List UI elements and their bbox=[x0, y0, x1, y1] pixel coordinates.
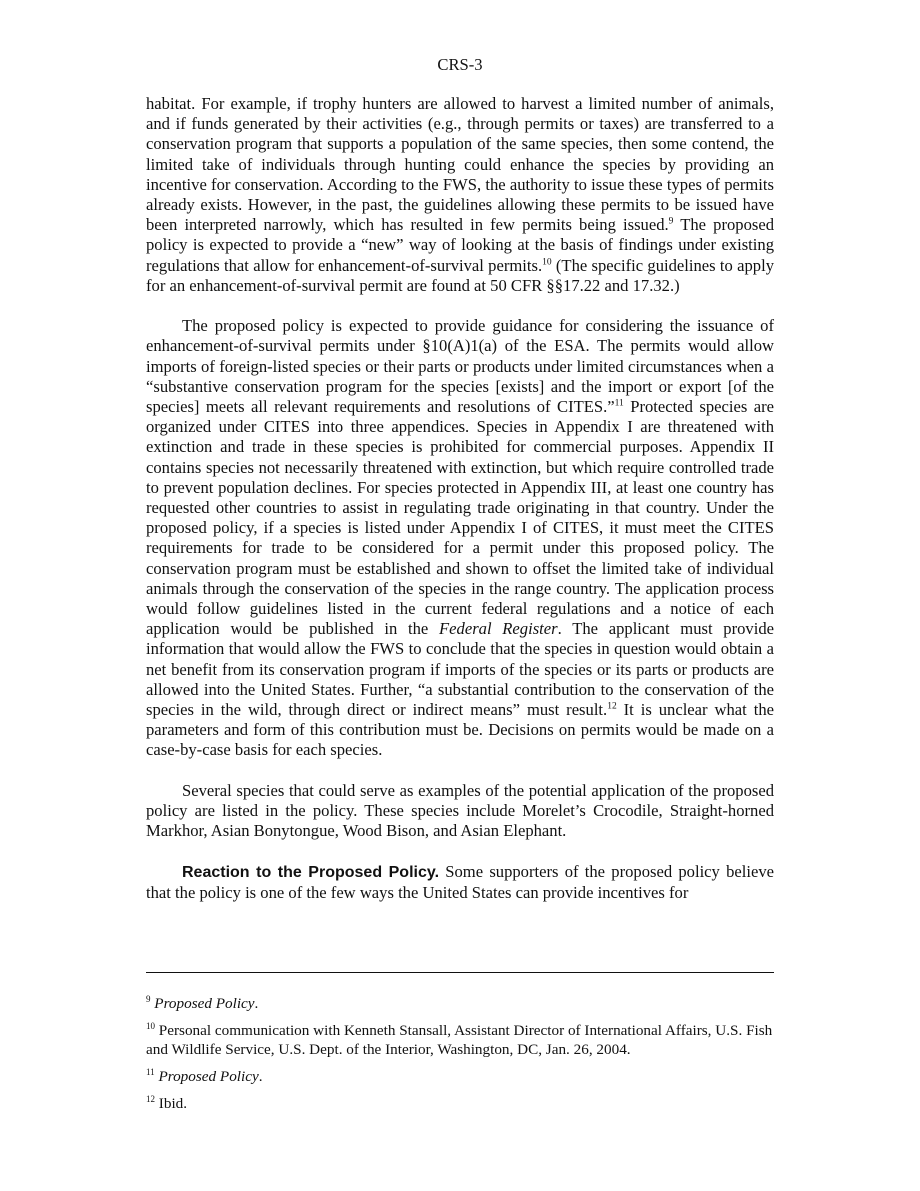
paragraph-4-text: Some supporters of the proposed policy believe that the policy is one of the few ways the United States can provide incentives for bbox=[146, 861, 774, 902]
footnote-ref-10: 10 bbox=[542, 257, 552, 268]
paragraph-2-text-c: . The applicant must provide information that would allow the FWS to conclude that the species in question would obtain a net benefit from its conservation program if imports of the species or its parts or products are allowed into the United States. Further, “a substantial contribution to the conservation of the species in the wild, through direct or indirect means” must result. bbox=[146, 619, 774, 720]
footnote-text: Ibid. bbox=[158, 1095, 188, 1112]
paragraph-3: Several species that could serve as examples of the potential application of the proposed policy are listed in the policy. These species include Morelet’s Crocodile, Straight-horned Markhor, Asian Bonytongue, Wood Bison, and Asian Elephant. bbox=[146, 780, 774, 841]
footnote-text: . bbox=[254, 995, 259, 1012]
footnotes bbox=[146, 994, 774, 1121]
footnote-10 bbox=[146, 1021, 774, 1059]
footnote-ref-9: 9 bbox=[668, 216, 674, 227]
federal-register-title: Federal Register bbox=[439, 619, 558, 639]
paragraph-1-text-b: The proposed policy is expected to provide a “new” way of looking at the basis of findings under existing regulations that allow for enhancement-of-survival permits. bbox=[146, 215, 774, 275]
paragraph-2-text-b: Protected species are organized under CITES into three appendices. Species in Appendix I are threatened with extinction and trade in these species is prohibited for commercial purposes. Appendix II contains species not necessarily threatened with extinction, but which require controlled trade to prevent population declines. For species protected in Appendix III, at least one country has requested other countries to assist in regulating trade originating in that country. Under the proposed policy, if a species is listed under Appendix I of CITES, it must meet the CITES requirements for trade to be considered for a permit under this proposed policy. The conservation program must be established and shown to offset the limited take of individual animals through the conservation of the species in the range country. The application process would follow guidelines listed in the current federal regulations and a notice of each application would be published in the bbox=[146, 397, 774, 639]
footnote-9 bbox=[146, 994, 774, 1013]
page-header: CRS-3 bbox=[437, 55, 483, 74]
paragraph-2 bbox=[146, 316, 774, 760]
paragraph-1-text-a: habitat. For example, if trophy hunters are allowed to harvest a limited number of animals, and if funds generated by their activities (e.g., through permits or taxes) are transferred to a conservation program that supports a population of the same species, then some contend, the limited take of individuals through hunting could enhance the species by providing an incentive for conservation. According to the FWS, the authority to issue these types of permits already exists. However, in the past, the guidelines allowing these permits to be issued have been interpreted narrowly, which has resulted in few permits being issued. bbox=[146, 94, 774, 235]
section-heading-reaction: Reaction to the Proposed Policy. bbox=[182, 863, 440, 881]
footnote-number: 12 bbox=[146, 1093, 155, 1104]
footnote-italic: Proposed Policy bbox=[154, 995, 255, 1012]
body-text bbox=[146, 94, 774, 923]
paragraph-1 bbox=[146, 94, 774, 296]
footnote-11 bbox=[146, 1067, 774, 1086]
paragraph-4 bbox=[146, 862, 774, 903]
footnote-ref-12: 12 bbox=[607, 701, 617, 712]
footnote-ref-11: 11 bbox=[614, 398, 624, 409]
footnote-number: 9 bbox=[146, 993, 151, 1004]
paragraph-1-text-c: (The specific guidelines to apply for an enhancement-of-survival permit are found at 50 CFR §§17.22 and 17.32.) bbox=[146, 255, 774, 295]
footnote-12 bbox=[146, 1094, 774, 1113]
footnote-number: 11 bbox=[146, 1066, 155, 1077]
footnote-italic: Proposed Policy bbox=[158, 1068, 259, 1085]
footnote-text: Personal communication with Kenneth Stansall, Assistant Director of International Affairs, U.S. Fish and Wildlife Service, U.S. Dept. of the Interior, Washington, DC, Jan. 26, 2004. bbox=[146, 1022, 773, 1058]
paragraph-2-text-d: It is unclear what the parameters and form of this contribution must be. Decisions on permits would be made on a case-by-case basis for each species. bbox=[146, 700, 774, 760]
footnote-number: 10 bbox=[146, 1020, 155, 1031]
footnote-text: . bbox=[258, 1068, 263, 1085]
footnote-divider bbox=[146, 972, 774, 973]
paragraph-2-text-a: The proposed policy is expected to provide guidance for considering the issuance of enhancement-of-survival permits under §10(A)1(a) of the ESA. The permits would allow imports of foreign-listed species or their parts or products under limited circumstances when a “substantive conservation program for the species [exists] and the import or export [of the species] meets all relevant requirements and resolutions of CITES.” bbox=[146, 316, 774, 417]
